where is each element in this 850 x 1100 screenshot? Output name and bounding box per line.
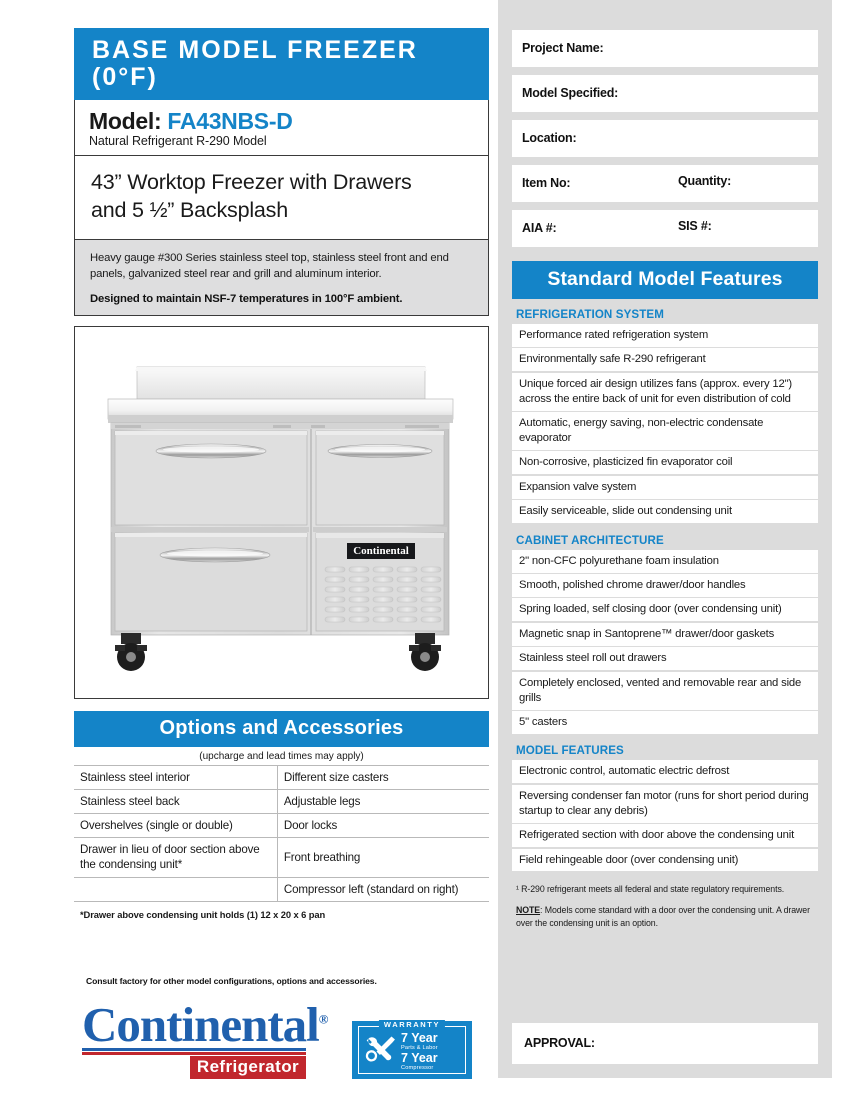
model-number: FA43NBS-D [167,108,293,134]
warranty-body [359,1027,465,1073]
list-item: 5" casters [512,711,818,734]
list-item: Completely enclosed, vented and removable rear and side grills [512,672,818,710]
feature-list-refrigeration [512,324,818,523]
features-footnotes [512,873,818,931]
field-label: Item No: [522,176,571,190]
model-line [89,109,474,133]
warranty-badge [352,1021,472,1079]
table-row [74,838,489,877]
options-header: Options and Accessories [74,711,489,747]
option-left: Stainless steel interior [74,766,277,790]
warranty-years-parts: 7 Year [401,1030,438,1045]
list-item: Refrigerated section with door above the condensing unit [512,824,818,847]
option-left [74,877,277,901]
section-header-refrigeration: REFRIGERATION SYSTEM [516,308,665,321]
option-right: Compressor left (standard on right) [277,877,489,901]
table-row [74,877,489,901]
product-title-line1: 43” Worktop Freezer with Drawers [91,170,412,195]
product-title-box [74,156,489,240]
table-row [74,790,489,814]
logo-registered: ® [318,1011,328,1027]
option-left: Stainless steel back [74,790,277,814]
field-label-secondary: Quantity: [678,174,732,188]
list-item: Easily serviceable, slide out condensing unit [512,500,818,523]
option-right: Door locks [277,814,489,838]
consult-factory-note: Consult factory for other model configurations, options and accessories. [86,975,377,986]
list-item: Reversing condenser fan motor (runs for short period during startup to clear any debris) [512,785,818,823]
list-item: Non-corrosive, plasticized fin evaporator coil [512,451,818,474]
field-location[interactable] [512,120,818,157]
list-item: Field rehingeable door (over condensing unit) [512,849,818,872]
approval-label: APPROVAL: [524,1036,595,1050]
model-subtitle: Natural Refrigerant R-290 Model [89,134,267,149]
footer-row [74,996,489,1079]
freezer-illustration [75,327,487,697]
logo-wordmark [82,996,328,1052]
options-note: (upcharge and lead times may apply) [199,751,364,763]
option-right: Adjustable legs [277,790,489,814]
list-item: 2" non-CFC polyurethane foam insulation [512,550,818,573]
field-label: Project Name: [522,41,604,55]
field-item-no-quantity[interactable] [512,165,818,202]
page-title-banner: BASE MODEL FREEZER (0°F) [74,28,489,100]
list-item: Performance rated refrigeration system [512,324,818,347]
option-right: Front breathing [277,838,489,877]
field-aia-sis[interactable] [512,210,818,247]
logo-subbrand: Refrigerator [190,1056,306,1079]
warranty-text [399,1028,461,1072]
right-column [498,0,832,1078]
field-label: Model Specified: [522,86,619,100]
wrench-screwdriver-icon [363,1032,399,1068]
model-box [74,100,489,156]
field-project-name[interactable] [512,30,818,67]
company-logo [74,996,328,1079]
option-left: Overshelves (single or double) [74,814,277,838]
list-item: Magnetic snap in Santoprene™ drawer/door gaskets [512,623,818,646]
feature-list-cabinet [512,550,818,734]
features-header: Standard Model Features [512,261,818,299]
list-item: Environmentally safe R-290 refrigerant [512,348,818,371]
list-item: Electronic control, automatic electric defrost [512,760,818,783]
field-label: Location: [522,131,577,145]
warranty-title: WARRANTY [379,1020,445,1029]
footnote-note [516,904,814,930]
list-item: Stainless steel roll out drawers [512,647,818,670]
note-text: : Models come standard with a door over the condensing unit. A drawer over the condensing unit is an option. [516,905,810,929]
list-item: Automatic, energy saving, non-electric condensate evaporator [512,412,818,450]
approval-box[interactable] [512,1023,818,1064]
warranty-sub-compressor: Compressor [401,1064,434,1071]
warranty-years-compressor: 7 Year [401,1050,438,1065]
warranty-sub-parts: Parts & Labor [401,1044,438,1051]
section-header-cabinet: CABINET ARCHITECTURE [516,533,664,547]
list-item: Unique forced air design utilizes fans (approx. every 12") across the entire back of unit for even distribution of cold [512,373,818,411]
option-right: Different size casters [277,766,489,790]
list-item: Expansion valve system [512,476,818,499]
options-table [74,765,489,901]
field-model-specified[interactable] [512,75,818,112]
table-row [74,814,489,838]
description-body: Heavy gauge #300 Series stainless steel top, stainless steel front and end panels, galvanized steel rear and grill and aluminum interior. [90,252,449,281]
list-item: Smooth, polished chrome drawer/door handles [512,574,818,597]
option-left: Drawer in lieu of door section above the condensing unit* [74,838,277,877]
warranty-frame [358,1019,466,1074]
product-photo [74,326,489,699]
field-label-secondary: SIS #: [678,219,712,233]
section-header-model-features: MODEL FEATURES [516,744,624,758]
field-label: AIA #: [522,221,557,235]
note-label: NOTE [516,905,541,916]
product-title-line2: and 5 ½” Backsplash [91,197,288,222]
table-row [74,766,489,790]
feature-list-model [512,760,818,871]
description-box [74,240,489,316]
description-bold: Designed to maintain NSF-7 temperatures in 100°F ambient. [90,293,403,306]
left-column [74,28,489,1079]
list-item: Spring loaded, self closing door (over condensing unit) [512,598,818,621]
model-label: Model: [89,108,162,134]
options-footnote: *Drawer above condensing unit holds (1) 12 x 20 x 6 pan [80,908,326,920]
footnote-r290: ¹ R-290 refrigerant meets all federal and state regulatory requirements. [516,883,785,894]
logo-name: Continental [82,996,319,1052]
photo-brand-badge: Continental [353,545,409,558]
